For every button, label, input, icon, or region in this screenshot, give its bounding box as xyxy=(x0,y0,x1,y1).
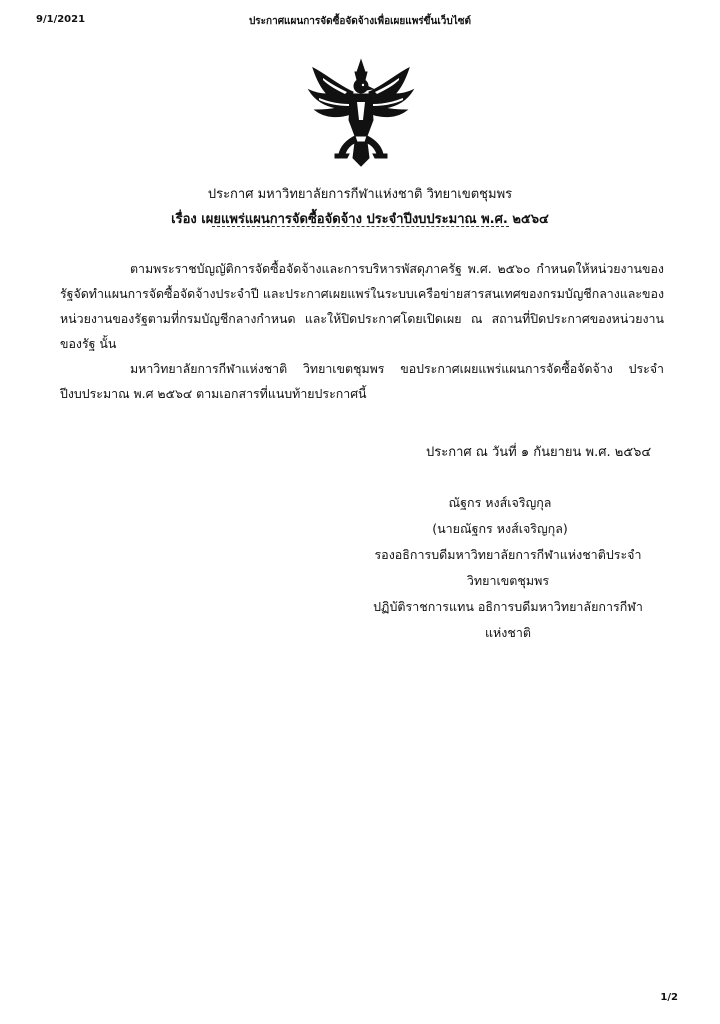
signature-printed-name: (นายณัฐกร หงส์เจริญกุล) xyxy=(432,521,568,536)
signature-position-1: รองอธิการบดีมหาวิทยาลัยการกีฬาแห่งชาติประจำ xyxy=(374,547,642,562)
signature-position-2: วิทยาเขตชุมพร xyxy=(466,573,550,588)
header-date: 9/1/2021 xyxy=(36,14,86,25)
signature-acting-1: ปฏิบัติราชการแทน อธิการบดีมหาวิทยาลัยการกีฬา xyxy=(373,599,643,614)
announcement-date: ประกาศ ณ วันที่ ๑ กันยายน พ.ศ. ๒๕๖๔ xyxy=(426,445,652,460)
paragraph-1: ตามพระราชบัญญัติการจัดซื้อจัดจ้างและการบริหารพัสดุภาครัฐ พ.ศ. ๒๕๖๐ กำหนดให้หน่วยงานของรัฐจัดทำแผนการจัดซื้อจัดจ้างประจำปี และประกาศเผยแพร่ในระบบเครือข่ายสารสนเทศของกรมบัญชีกลางและของหน่วยงานของรัฐตามที่กรมบัญชีกลางกำหนด และให้ปิดประกาศโดยเปิดเผย ณ สถานที่ปิดประกาศของหน่วยงานของรัฐ นั้น xyxy=(60,261,664,351)
garuda-emblem-icon xyxy=(305,58,417,170)
announcement-title: ประกาศ มหาวิทยาลัยการกีฬาแห่งชาติ วิทยาเขตชุมพร xyxy=(207,187,513,202)
signature-acting-2: แห่งชาติ xyxy=(484,625,532,640)
announcement-subject: เรื่อง เผยแพร่แผนการจัดซื้อจัดจ้าง ประจำปีงบประมาณ พ.ศ. ๒๕๖๔ xyxy=(171,212,549,227)
title-divider xyxy=(212,226,509,227)
header-title: ประกาศแผนการจัดซื้อจัดจ้างเพื่อเผยแพร่ขึ้นเว็บไซต์ xyxy=(248,16,472,27)
paragraph-2: มหาวิทยาลัยการกีฬาแห่งชาติ วิทยาเขตชุมพร ขอประกาศเผยแพร่แผนการจัดซื้อจัดจ้าง ประจำปีงบประมาณ พ.ศ ๒๕๖๔ ตามเอกสารที่แนบท้ายประกาศนี้ xyxy=(60,361,664,401)
page-number: 1/2 xyxy=(660,992,678,1003)
signature-name: ณัฐกร หงส์เจริญกุล xyxy=(448,495,552,510)
